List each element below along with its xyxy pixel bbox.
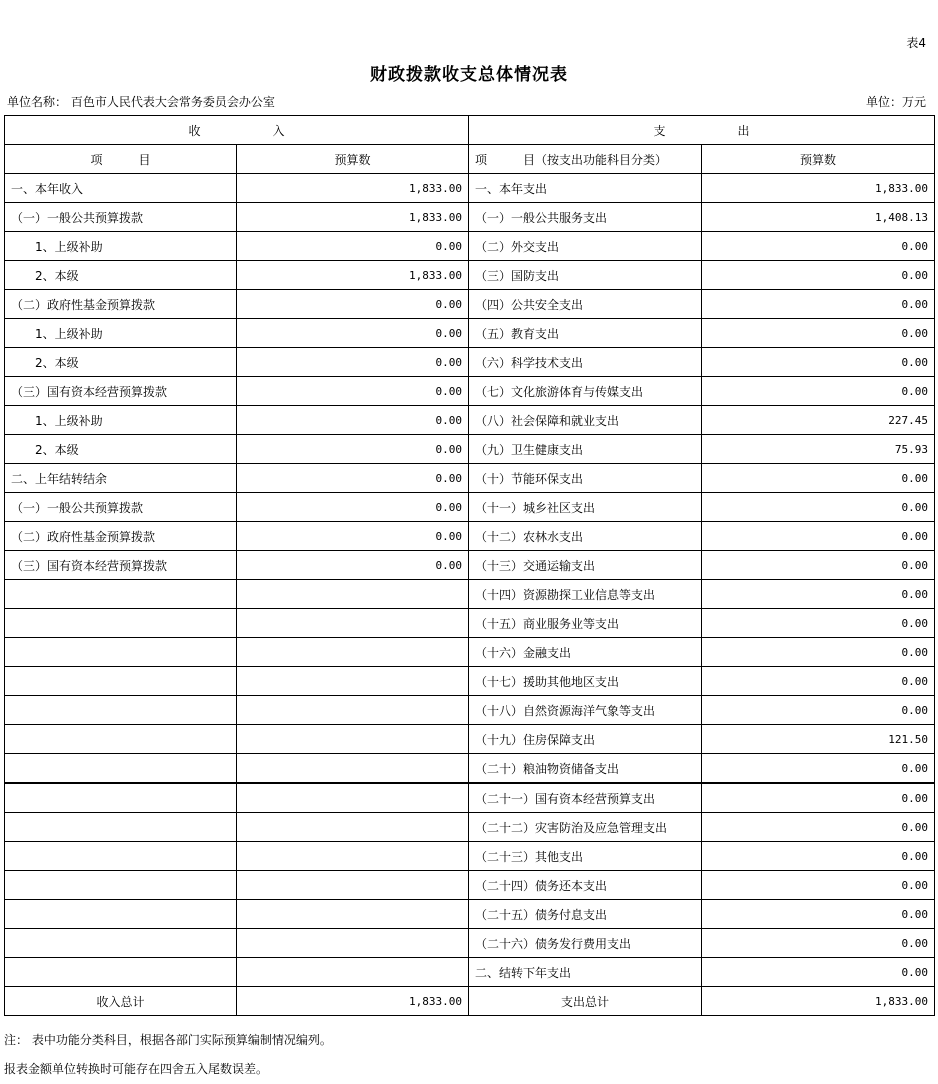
- income-value-cell: 0.00: [237, 406, 469, 435]
- expense-value-cell: 0.00: [702, 232, 935, 261]
- page-title: 财政拨款收支总体情况表: [370, 65, 568, 85]
- expense-value-cell: 0.00: [702, 783, 935, 813]
- income-item-cell: 二、上年结转结余: [5, 464, 237, 493]
- income-value-cell: 0.00: [237, 435, 469, 464]
- income-value-cell: [237, 900, 469, 929]
- expense-item-cell: （十）节能环保支出: [469, 464, 702, 493]
- expense-total-value: 1,833.00: [702, 987, 935, 1016]
- expense-value-cell: 0.00: [702, 754, 935, 784]
- expense-item-cell: （一）一般公共服务支出: [469, 203, 702, 232]
- expense-item-header: 项 目（按支出功能科目分类）: [469, 145, 702, 174]
- income-item-cell: [5, 696, 237, 725]
- income-value-cell: [237, 783, 469, 813]
- income-value-cell: 0.00: [237, 464, 469, 493]
- income-value-cell: 0.00: [237, 551, 469, 580]
- table-row: [5, 813, 935, 842]
- income-value-cell: [237, 696, 469, 725]
- income-header: 收 入: [5, 116, 469, 145]
- income-value-cell: [237, 929, 469, 958]
- expense-value-cell: 0.00: [702, 377, 935, 406]
- income-item-cell: [5, 900, 237, 929]
- income-value-cell: 0.00: [237, 348, 469, 377]
- income-value-cell: [237, 871, 469, 900]
- income-item-cell: [5, 929, 237, 958]
- table-row: [5, 609, 935, 638]
- expense-value-cell: 0.00: [702, 696, 935, 725]
- income-value-cell: 0.00: [237, 522, 469, 551]
- table-row: [5, 871, 935, 900]
- expense-value-cell: 0.00: [702, 348, 935, 377]
- expense-item-cell: （二十一）国有资本经营预算支出: [469, 783, 702, 813]
- unit-name: 单位名称： 百色市人民代表大会常务委员会办公室: [7, 95, 275, 109]
- income-total-label: 收入总计: [5, 987, 237, 1016]
- income-item-header: 项 目: [5, 145, 237, 174]
- expense-value-cell: 0.00: [702, 871, 935, 900]
- table-row: [5, 638, 935, 667]
- table-row: [5, 319, 935, 348]
- expense-value-cell: 0.00: [702, 929, 935, 958]
- table-row: [5, 203, 935, 232]
- income-item-cell: （二）政府性基金预算拨款: [5, 290, 237, 319]
- column-header-row: [5, 145, 935, 174]
- expense-item-cell: （十七）援助其他地区支出: [469, 667, 702, 696]
- expense-value-cell: 0.00: [702, 261, 935, 290]
- expense-value-cell: 0.00: [702, 958, 935, 987]
- table-row: [5, 406, 935, 435]
- expense-value-cell: 75.93: [702, 435, 935, 464]
- expense-item-cell: （八）社会保障和就业支出: [469, 406, 702, 435]
- table-row: [5, 493, 935, 522]
- income-value-cell: [237, 667, 469, 696]
- expense-value-cell: 1,833.00: [702, 174, 935, 203]
- table-row: [5, 232, 935, 261]
- expense-item-cell: （十四）资源勘探工业信息等支出: [469, 580, 702, 609]
- footnote: 注： 表中功能分类科目，根据各部门实际预算编制情况编列。: [4, 1033, 332, 1047]
- expense-value-cell: 0.00: [702, 842, 935, 871]
- income-item-cell: （一）一般公共预算拨款: [5, 203, 237, 232]
- income-item-cell: [5, 813, 237, 842]
- expense-value-cell: 0.00: [702, 667, 935, 696]
- income-value-cell: [237, 958, 469, 987]
- table-row: [5, 174, 935, 203]
- income-item-cell: （二）政府性基金预算拨款: [5, 522, 237, 551]
- income-item-cell: [5, 725, 237, 754]
- table-row: [5, 464, 935, 493]
- income-value-cell: [237, 842, 469, 871]
- expense-value-cell: 0.00: [702, 493, 935, 522]
- income-item-cell: 2、本级: [5, 435, 237, 464]
- table-row: [5, 929, 935, 958]
- income-item-cell: [5, 842, 237, 871]
- income-item-cell: [5, 783, 237, 813]
- expense-item-cell: （十九）住房保障支出: [469, 725, 702, 754]
- table-row: [5, 551, 935, 580]
- income-value-cell: [237, 580, 469, 609]
- income-total-value: 1,833.00: [237, 987, 469, 1016]
- expense-header: 支 出: [469, 116, 935, 145]
- expense-item-cell: （十六）金融支出: [469, 638, 702, 667]
- expense-item-cell: （十五）商业服务业等支出: [469, 609, 702, 638]
- expense-item-cell: （十八）自然资源海洋气象等支出: [469, 696, 702, 725]
- income-value-cell: [237, 754, 469, 784]
- income-item-cell: （三）国有资本经营预算拨款: [5, 551, 237, 580]
- income-item-cell: [5, 638, 237, 667]
- table-row: [5, 754, 935, 784]
- income-item-cell: 1、上级补助: [5, 232, 237, 261]
- expense-value-cell: 0.00: [702, 813, 935, 842]
- expense-value-cell: 0.00: [702, 522, 935, 551]
- income-value-cell: 1,833.00: [237, 261, 469, 290]
- totals-row: [5, 987, 935, 1016]
- expense-item-cell: （十一）城乡社区支出: [469, 493, 702, 522]
- expense-item-cell: （四）公共安全支出: [469, 290, 702, 319]
- income-item-cell: 2、本级: [5, 261, 237, 290]
- expense-value-cell: 0.00: [702, 609, 935, 638]
- income-item-cell: [5, 667, 237, 696]
- expense-item-cell: （二十三）其他支出: [469, 842, 702, 871]
- table-row: [5, 842, 935, 871]
- footnote: 报表金额单位转换时可能存在四舍五入尾数误差。: [4, 1062, 269, 1076]
- expense-item-cell: （二）外交支出: [469, 232, 702, 261]
- income-value-cell: 0.00: [237, 493, 469, 522]
- expense-value-cell: 121.50: [702, 725, 935, 754]
- expense-value-cell: 0.00: [702, 900, 935, 929]
- income-value-cell: [237, 609, 469, 638]
- expense-value-cell: 0.00: [702, 464, 935, 493]
- table-row: [5, 958, 935, 987]
- expense-item-cell: （二十六）债务发行费用支出: [469, 929, 702, 958]
- section-header-row: [5, 116, 935, 145]
- income-value-cell: 0.00: [237, 290, 469, 319]
- income-item-cell: [5, 871, 237, 900]
- income-item-cell: 一、本年收入: [5, 174, 237, 203]
- expense-value-cell: 0.00: [702, 319, 935, 348]
- expense-item-cell: 二、结转下年支出: [469, 958, 702, 987]
- unit-label: 单位：万元: [865, 95, 926, 109]
- expense-item-cell: （二十）粮油物资储备支出: [469, 754, 702, 784]
- expense-value-cell: 0.00: [702, 290, 935, 319]
- income-value-cell: 1,833.00: [237, 174, 469, 203]
- income-value-cell: 0.00: [237, 377, 469, 406]
- expense-item-cell: （十二）农林水支出: [469, 522, 702, 551]
- table-row: [5, 377, 935, 406]
- expense-value-cell: 0.00: [702, 638, 935, 667]
- table-row: [5, 348, 935, 377]
- expense-budget-header: 预算数: [702, 145, 935, 174]
- expense-value-cell: 1,408.13: [702, 203, 935, 232]
- income-item-cell: （三）国有资本经营预算拨款: [5, 377, 237, 406]
- income-item-cell: [5, 609, 237, 638]
- income-item-cell: [5, 958, 237, 987]
- expense-value-cell: 0.00: [702, 580, 935, 609]
- table-row: [5, 580, 935, 609]
- income-value-cell: [237, 813, 469, 842]
- income-value-cell: [237, 638, 469, 667]
- income-item-cell: 2、本级: [5, 348, 237, 377]
- expense-item-cell: （三）国防支出: [469, 261, 702, 290]
- table-row: [5, 261, 935, 290]
- expense-item-cell: （二十二）灾害防治及应急管理支出: [469, 813, 702, 842]
- expense-item-cell: （六）科学技术支出: [469, 348, 702, 377]
- table-row: [5, 522, 935, 551]
- table-row: [5, 696, 935, 725]
- expense-item-cell: 一、本年支出: [469, 174, 702, 203]
- expense-total-label: 支出总计: [469, 987, 702, 1016]
- expense-item-cell: （九）卫生健康支出: [469, 435, 702, 464]
- table-row: [5, 783, 935, 813]
- expense-item-cell: （七）文化旅游体育与传媒支出: [469, 377, 702, 406]
- income-value-cell: [237, 725, 469, 754]
- income-item-cell: 1、上级补助: [5, 319, 237, 348]
- income-value-cell: 0.00: [237, 319, 469, 348]
- expense-item-cell: （二十四）债务还本支出: [469, 871, 702, 900]
- table-row: [5, 290, 935, 319]
- expense-value-cell: 227.45: [702, 406, 935, 435]
- income-item-cell: [5, 580, 237, 609]
- table-row: [5, 667, 935, 696]
- income-item-cell: （一）一般公共预算拨款: [5, 493, 237, 522]
- income-value-cell: 0.00: [237, 232, 469, 261]
- expense-item-cell: （二十五）债务付息支出: [469, 900, 702, 929]
- expense-item-cell: （十三）交通运输支出: [469, 551, 702, 580]
- table-number: 表4: [906, 36, 926, 50]
- income-item-cell: 1、上级补助: [5, 406, 237, 435]
- budget-table: [4, 115, 935, 1016]
- income-budget-header: 预算数: [237, 145, 469, 174]
- table-row: [5, 900, 935, 929]
- table-row: [5, 725, 935, 754]
- table-row: [5, 435, 935, 464]
- income-item-cell: [5, 754, 237, 784]
- income-value-cell: 1,833.00: [237, 203, 469, 232]
- expense-value-cell: 0.00: [702, 551, 935, 580]
- expense-item-cell: （五）教育支出: [469, 319, 702, 348]
